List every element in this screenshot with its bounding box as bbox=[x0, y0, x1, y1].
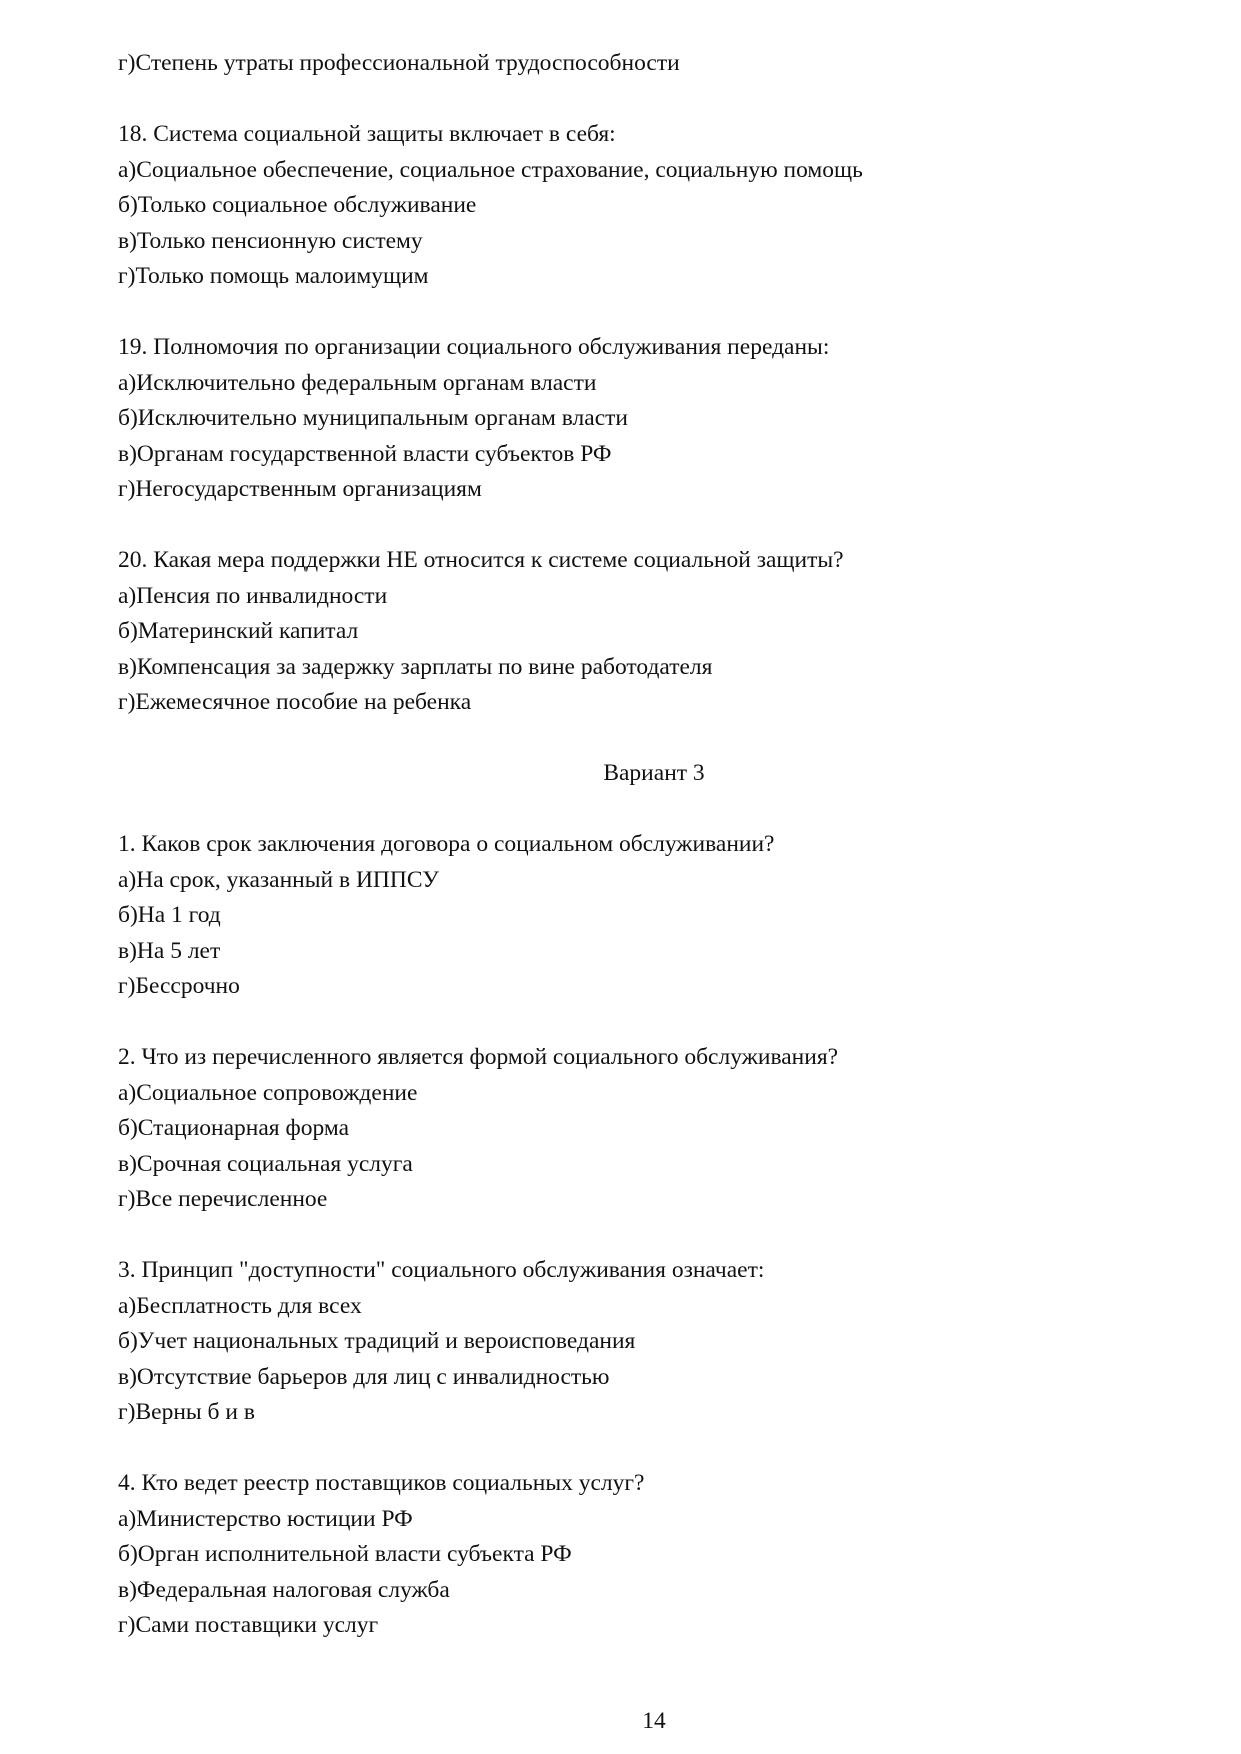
answer-option: г)Сами поставщики услуг bbox=[118, 1612, 379, 1638]
answer-option: а)Пенсия по инвалидности bbox=[118, 582, 388, 609]
previous-questions bbox=[118, 82, 1118, 721]
answer-option: г)Негосударственным организациям bbox=[118, 476, 482, 502]
answer-option: в)Федеральная налоговая служба bbox=[118, 1576, 450, 1603]
question-text: 18. Система социальной защиты включает в себя: bbox=[118, 121, 616, 147]
spacer bbox=[118, 792, 1118, 828]
answer-option: в)Срочная социальная услуга bbox=[118, 1150, 413, 1177]
page-number: 14 bbox=[642, 1708, 666, 1734]
answer-option: а)Социальное обеспечение, социальное страхование, социальную помощь bbox=[118, 156, 863, 183]
answer-option: г)Ежемесячное пособие на ребенка bbox=[118, 689, 472, 715]
answer-option: г)Только помощь малоимущим bbox=[118, 263, 429, 289]
spacer bbox=[118, 295, 1118, 331]
answer-option: в)Отсутствие барьеров для лиц с инвалидностью bbox=[118, 1363, 610, 1390]
answer-option: б)Исключительно муниципальным органам власти bbox=[118, 405, 628, 431]
answer-option: г)Бессрочно bbox=[118, 973, 240, 999]
question-text: 19. Полномочия по организации социального обслуживания переданы: bbox=[118, 334, 830, 360]
answer-option: б)На 1 год bbox=[118, 902, 221, 928]
answer-option: а)На срок, указанный в ИППСУ bbox=[118, 866, 439, 893]
answer-option: а)Министерство юстиции РФ bbox=[118, 1505, 413, 1532]
answer-option: в)Компенсация за задержку зарплаты по вине работодателя bbox=[118, 653, 713, 680]
answer-option: а)Бесплатность для всех bbox=[118, 1292, 362, 1319]
answer-option: а)Исключительно федеральным органам власти bbox=[118, 369, 597, 396]
question-text: 20. Какая мера поддержки НЕ относится к системе социальной защиты? bbox=[118, 547, 844, 573]
spacer bbox=[118, 508, 1118, 544]
answer-option: г)Верны б и в bbox=[118, 1399, 255, 1425]
answer-option: б)Только социальное обслуживание bbox=[118, 192, 477, 218]
answer-option: б)Орган исполнительной власти субъекта РФ bbox=[118, 1541, 572, 1567]
variant-questions bbox=[118, 792, 1118, 1644]
answer-option: г)Все перечисленное bbox=[118, 1186, 328, 1212]
variant-title: Вариант 3 bbox=[603, 760, 705, 786]
answer-option: в)Только пенсионную систему bbox=[118, 227, 423, 254]
spacer bbox=[118, 1218, 1118, 1254]
spacer bbox=[118, 721, 1118, 757]
spacer bbox=[118, 1431, 1118, 1467]
answer-option: б)Стационарная форма bbox=[118, 1115, 349, 1141]
spacer bbox=[118, 1005, 1118, 1041]
question-text: 4. Кто ведет реестр поставщиков социальных услуг? bbox=[118, 1470, 645, 1496]
answer-option: в)На 5 лет bbox=[118, 937, 221, 964]
answer-option: б)Учет национальных традиций и вероисповедания bbox=[118, 1328, 636, 1354]
question-text: 3. Принцип "доступности" социального обслуживания означает: bbox=[118, 1257, 765, 1283]
document-body bbox=[118, 46, 1118, 1644]
answer-option: в)Органам государственной власти субъектов РФ bbox=[118, 440, 612, 467]
answer-option: а)Социальное сопровождение bbox=[118, 1079, 418, 1106]
question-fragment-option: г)Степень утраты профессиональной трудоспособности bbox=[118, 50, 680, 76]
question-text: 2. Что из перечисленного является формой социального обслуживания? bbox=[118, 1044, 839, 1070]
answer-option: б)Материнский капитал bbox=[118, 618, 359, 644]
spacer bbox=[118, 82, 1118, 118]
question-text: 1. Каков срок заключения договора о социальном обслуживании? bbox=[118, 831, 775, 857]
